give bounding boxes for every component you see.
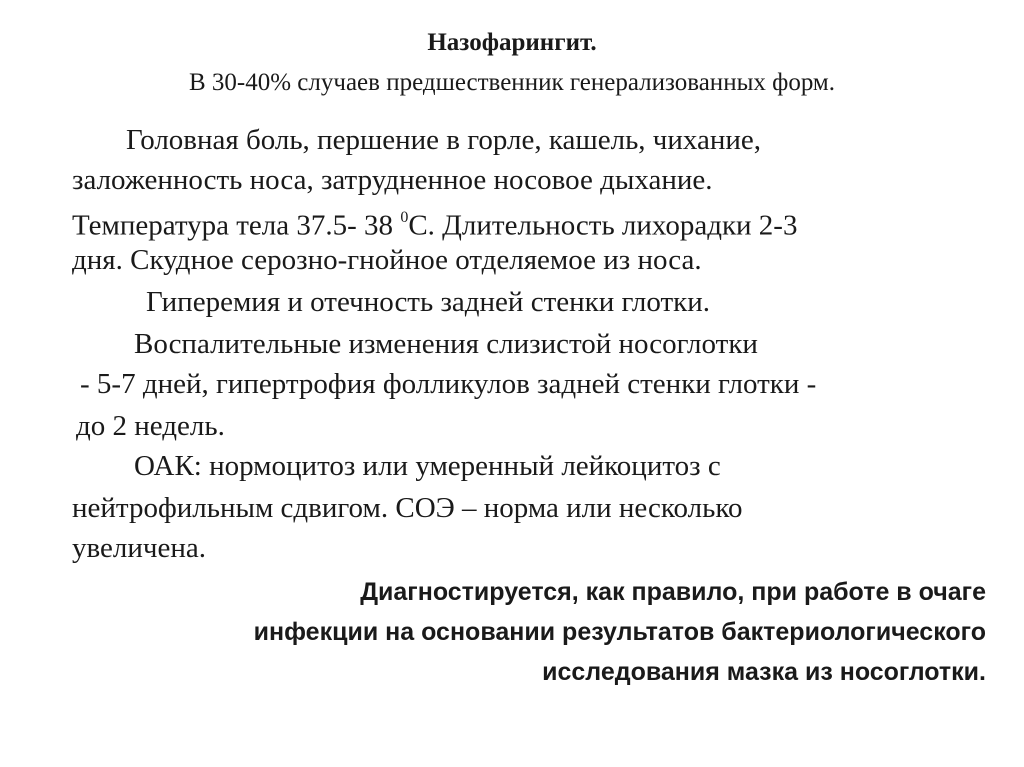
diagnosis-line-1: Диагностируется, как правило, при работе в очаге	[360, 578, 986, 606]
symptoms-line-2: заложенность носа, затрудненное носовое дыхание.	[72, 164, 713, 196]
blood-test-line-3: увеличена.	[72, 532, 206, 564]
blood-test-line-2: нейтрофильным сдвигом. СОЭ – норма или несколько	[72, 492, 743, 524]
degree-superscript: 0	[400, 209, 409, 226]
symptoms-line-1: Головная боль, першение в горле, кашель, чихание,	[126, 124, 762, 156]
blood-test-line-1: ОАК: нормоцитоз или умеренный лейкоцитоз с	[134, 450, 721, 482]
mucosa-line-1: Воспалительные изменения слизистой носоглотки	[134, 328, 758, 360]
diagnosis-line-3: исследования мазка из носоглотки.	[542, 658, 986, 686]
slide-title: Назофарингит.	[427, 29, 597, 56]
symptoms-line-4: дня. Скудное серозно-гнойное отделяемое из носа.	[72, 244, 702, 276]
temperature-text: Температура тела 37.5- 38	[72, 209, 401, 242]
diagnosis-line-2: инфекции на основании результатов бактериологического	[253, 618, 986, 646]
hyperemia-line: Гиперемия и отечность задней стенки глотки.	[146, 286, 711, 318]
fever-duration-text: С. Длительность лихорадки 2-3	[408, 209, 798, 242]
mucosa-line-2: - 5-7 дней, гипертрофия фолликулов задней стенки глотки -	[80, 368, 817, 400]
slide-subtitle: В 30-40% случаев предшественник генерализованных форм.	[188, 69, 836, 96]
mucosa-line-3: до 2 недель.	[76, 410, 225, 442]
symptoms-line-3	[72, 202, 797, 244]
